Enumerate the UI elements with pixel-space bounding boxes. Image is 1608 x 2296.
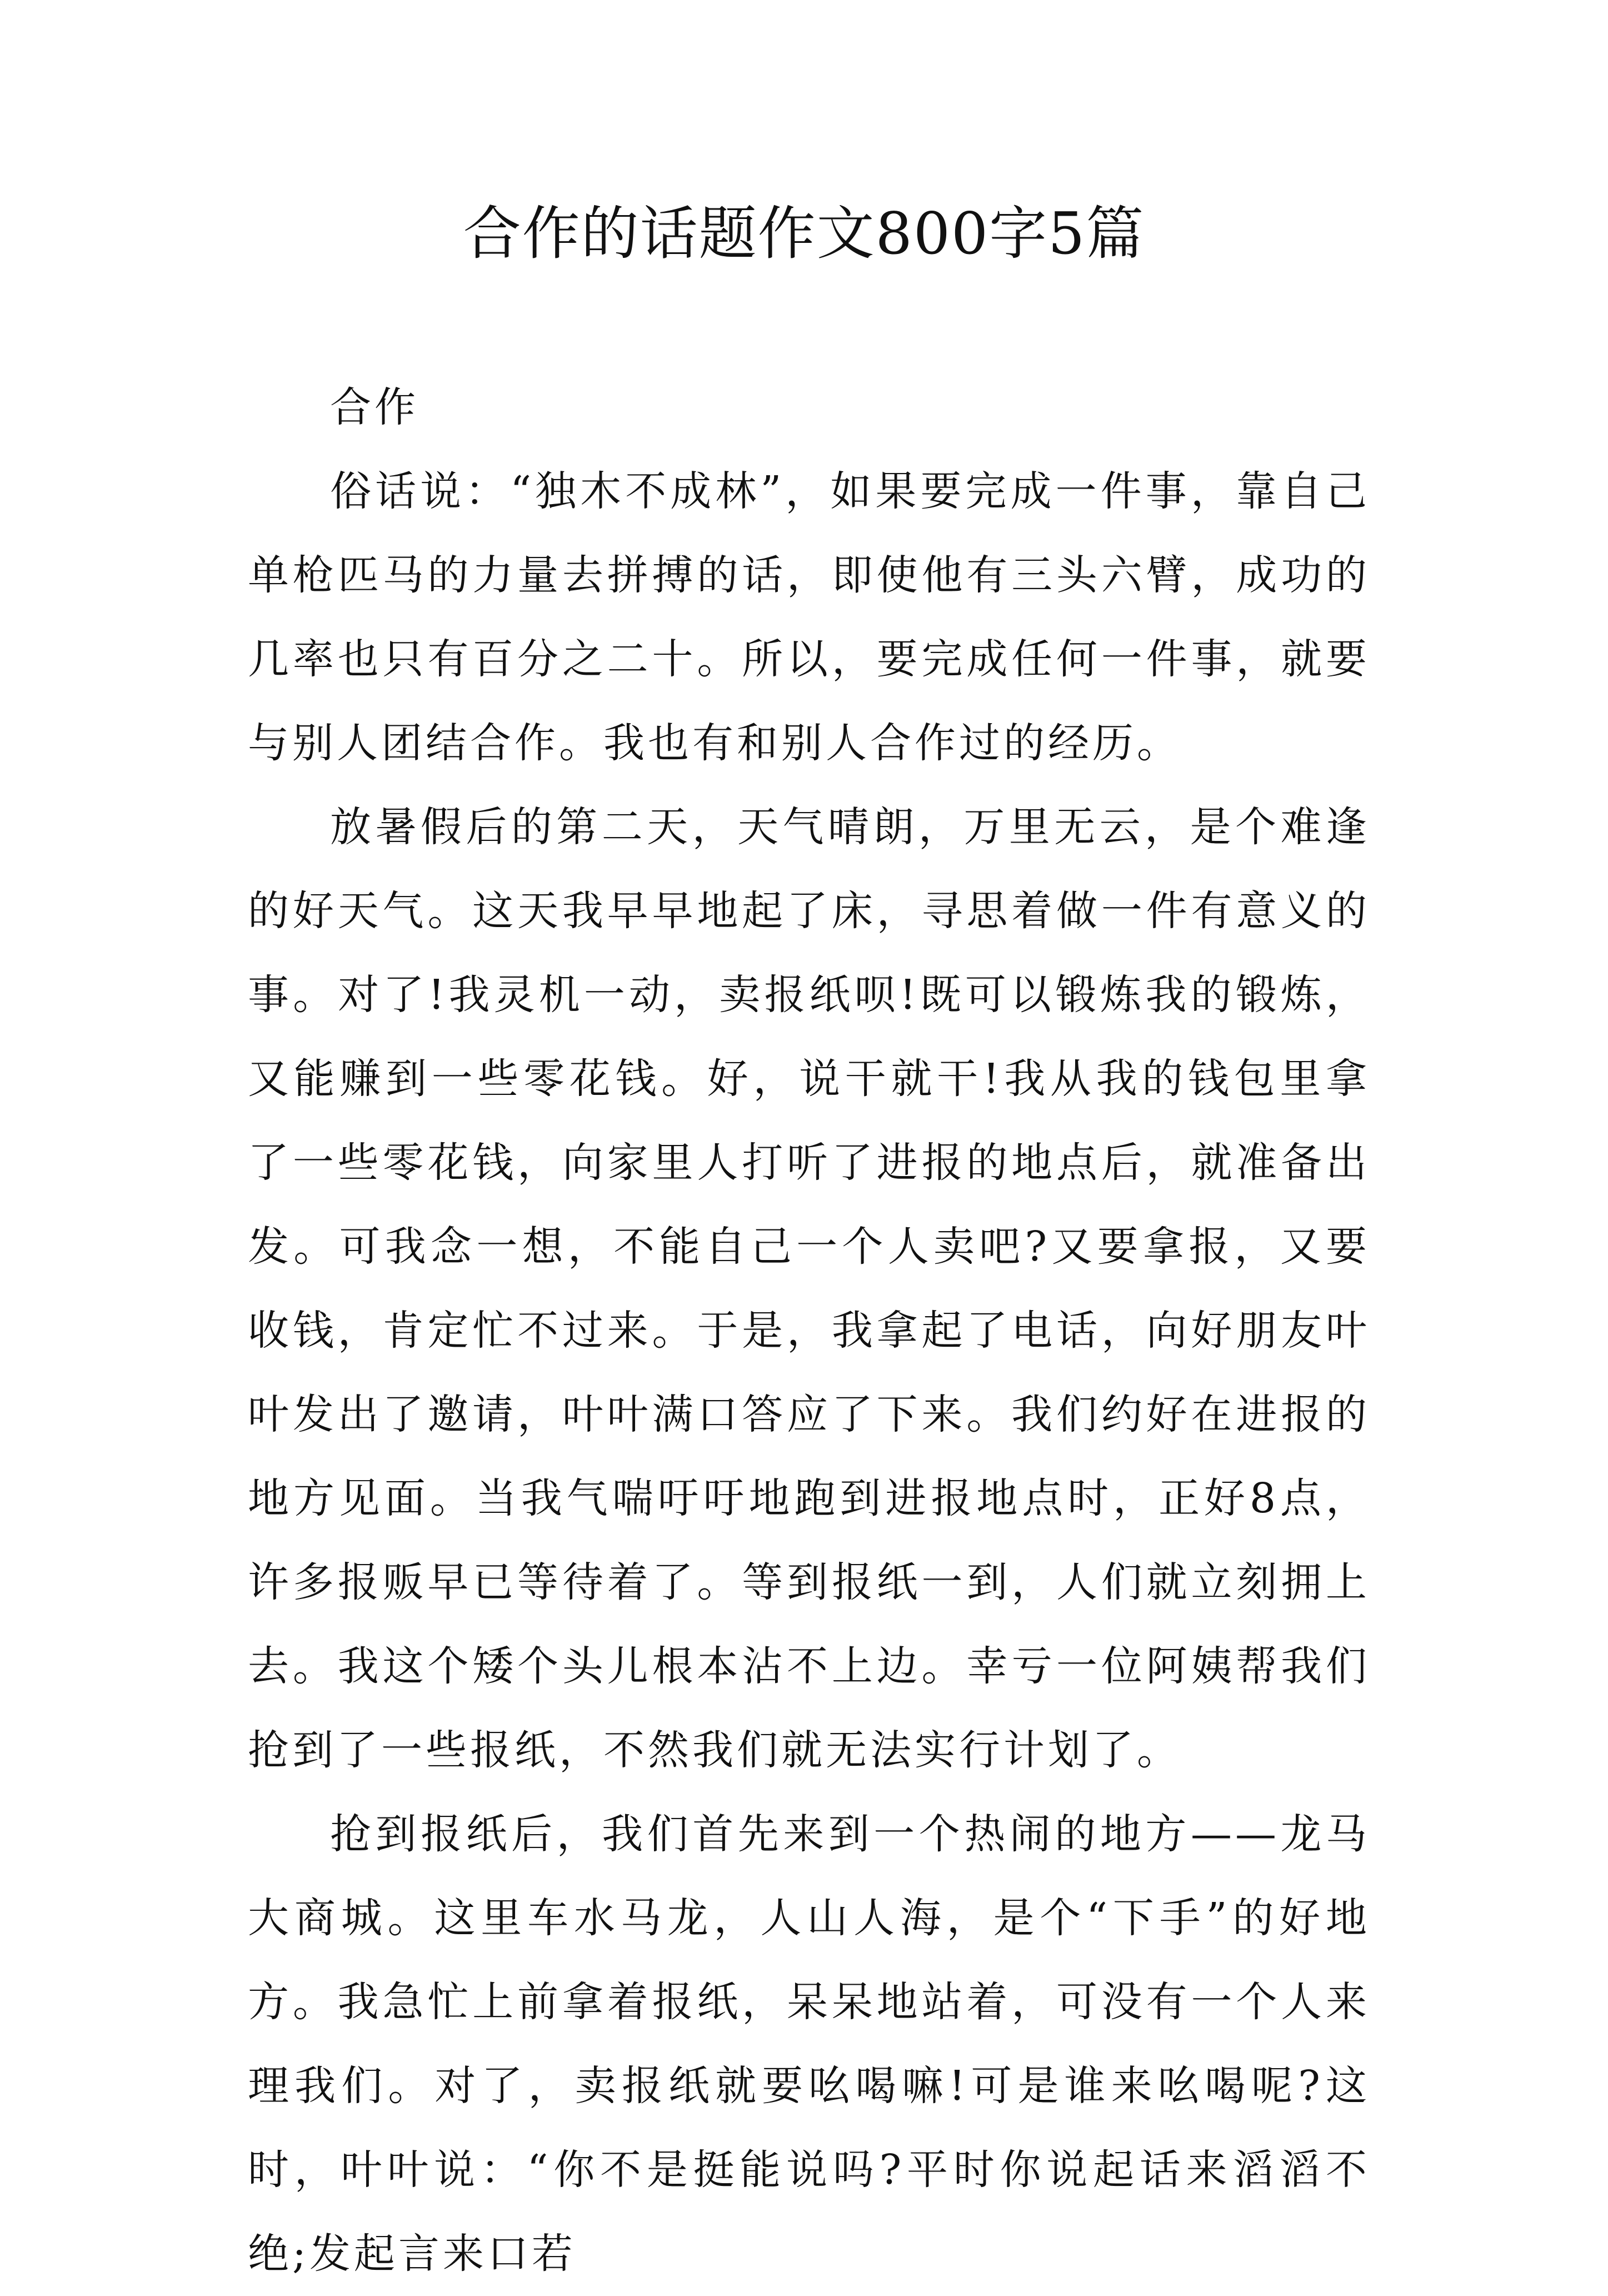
paragraph: 放暑假后的第二天，天气晴朗，万里无云，是个难逢的好天气。这天我早早地起了床，寻思着做一件有意义的事。对了!我灵机一动，卖报纸呗!既可以锻炼我的锻炼，又能赚到一些零花钱。好，说干就干!我从我的钱包里拿了一些零花钱，向家里人打听了进报的地点后，就准备出发。可我念一想，不能自己一个人卖吧?又要拿报，又要收钱，肯定忙不过来。于是，我拿起了电话，向好朋友叶叶发出了邀请，叶叶满口答应了下来。我们约好在进报的地方见面。当我气喘吁吁地跑到进报地点时，正好8点，许多报贩早已等待着了。等到报纸一到，人们就立刻拥上去。我这个矮个头儿根本沾不上边。幸亏一位阿姨帮我们抢到了一些报纸，不然我们就无法实行计划了。 (248, 803, 1370, 1774)
paragraph: 抢到报纸后，我们首先来到一个热闹的地方——龙马大商城。这里车水马龙，人山人海，是个“下手”的好地方。我急忙上前拿着报纸，呆呆地站着，可没有一个人来理我们。对了，卖报纸就要吆喝嘛!可是谁来吆喝呢?这时，叶叶说：“你不是挺能说吗?平时你说起话来滔滔不绝;发起言来口若 (248, 1810, 1370, 2278)
paragraph-heading: 合作 (330, 384, 419, 431)
document-title: 合作的话题作文800字5篇 (463, 200, 1145, 267)
paragraph: 俗话说：“独木不成林”，如果要完成一件事，靠自己单枪匹马的力量去拼搏的话，即使他有三头六臂，成功的几率也只有百分之二十。所以，要完成任何一件事，就要与别人团结合作。我也有和别人合作过的经历。 (248, 467, 1370, 767)
document-body (248, 366, 1370, 2296)
